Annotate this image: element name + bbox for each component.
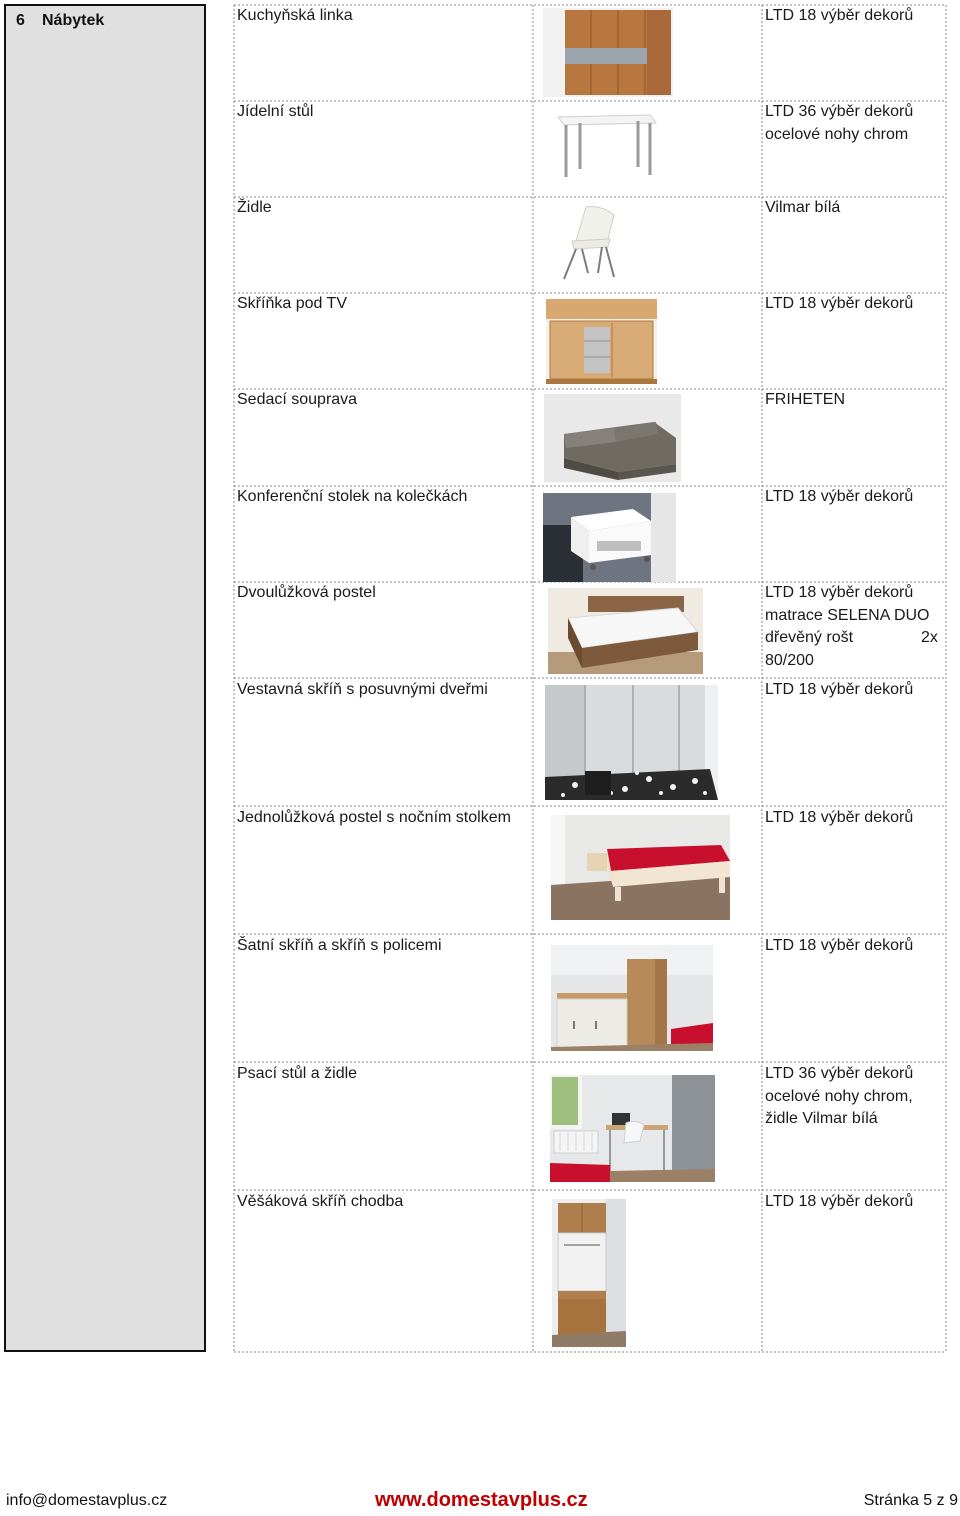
item-name: Šatní skříň a skříň s policemi	[237, 937, 442, 954]
item-name: Vestavná skříň s posuvnými dveřmi	[237, 681, 488, 698]
sofa-image	[544, 394, 681, 482]
item-name: Psací stůl a židle	[237, 1065, 358, 1082]
section-number: 6	[16, 12, 25, 29]
footer-page-number: Stránka 5 z 9	[863, 1492, 958, 1509]
spec-line: matrace SELENA DUO	[765, 606, 930, 624]
item-spec	[765, 1191, 913, 1214]
item-spec	[765, 293, 913, 316]
item-name: Skříňka pod TV	[237, 295, 347, 312]
spec-line: LTD 18 výběr dekorů	[765, 1193, 914, 1210]
footer-website-link[interactable]: www.domestavplus.cz	[375, 1489, 588, 1511]
spec-line: LTD 18 výběr dekorů	[765, 7, 914, 24]
wardrobe-sliding-image	[545, 685, 718, 800]
footer-email[interactable]: info@domestavplus.cz	[6, 1492, 168, 1509]
spec-line: 80/200	[765, 651, 814, 669]
spec-line: LTD 18 výběr dekorů	[765, 488, 914, 505]
item-spec	[765, 935, 913, 958]
spec-line: ocelové nohy chrom,	[765, 1087, 913, 1105]
spec-line: LTD 18 výběr dekorů	[765, 681, 914, 698]
item-spec	[765, 101, 913, 146]
spec-line: ocelové nohy chrom	[765, 125, 909, 143]
section-title: Nábytek	[42, 12, 105, 29]
item-name: Sedací souprava	[237, 391, 358, 408]
shelf-wardrobe-image	[551, 945, 713, 1051]
desk-chair-image	[550, 1075, 715, 1182]
item-spec	[765, 679, 913, 702]
dining-table-image	[550, 105, 660, 187]
spec-line: LTD 36 výběr dekorů	[765, 1065, 914, 1082]
item-name: Jídelní stůl	[237, 103, 314, 120]
item-spec	[765, 389, 845, 412]
tv-cabinet-image	[546, 299, 657, 384]
spec-line: LTD 18 výběr dekorů	[765, 809, 914, 826]
item-spec	[765, 486, 913, 509]
item-name: Dvoulůžková postel	[237, 584, 376, 601]
chair-image	[558, 203, 623, 283]
item-name: Kuchyňská linka	[237, 7, 353, 24]
item-name: Židle	[237, 199, 272, 216]
spec-line	[765, 627, 938, 650]
spec-line: židle Vilmar bílá	[765, 1110, 878, 1127]
spec-line: LTD 18 výběr dekorů	[765, 295, 914, 312]
double-bed-image	[548, 588, 703, 674]
single-bed-image	[551, 815, 730, 920]
item-name: Jednolůžková postel s nočním stolkem	[237, 809, 511, 826]
spec-line: LTD 18 výběr dekorů	[765, 584, 914, 601]
spec-line: LTD 18 výběr dekorů	[765, 937, 914, 954]
spec-count: 2x	[921, 629, 938, 646]
item-name: Konferenční stolek na kolečkách	[237, 488, 468, 505]
item-spec	[765, 5, 913, 28]
spec-text: dřevěný rošt	[765, 629, 854, 646]
item-spec	[765, 197, 840, 220]
hall-wardrobe-image	[552, 1199, 626, 1347]
kitchen-unit-image	[543, 8, 673, 97]
item-spec	[765, 807, 913, 830]
item-spec	[765, 1063, 913, 1131]
spec-line: LTD 36 výběr dekorů	[765, 103, 914, 120]
coffee-table-image	[543, 493, 676, 582]
item-name: Věšáková skříň chodba	[237, 1193, 404, 1210]
spec-line: FRIHETEN	[765, 391, 845, 408]
spec-line: Vilmar bílá	[765, 199, 841, 216]
item-spec	[765, 582, 938, 672]
